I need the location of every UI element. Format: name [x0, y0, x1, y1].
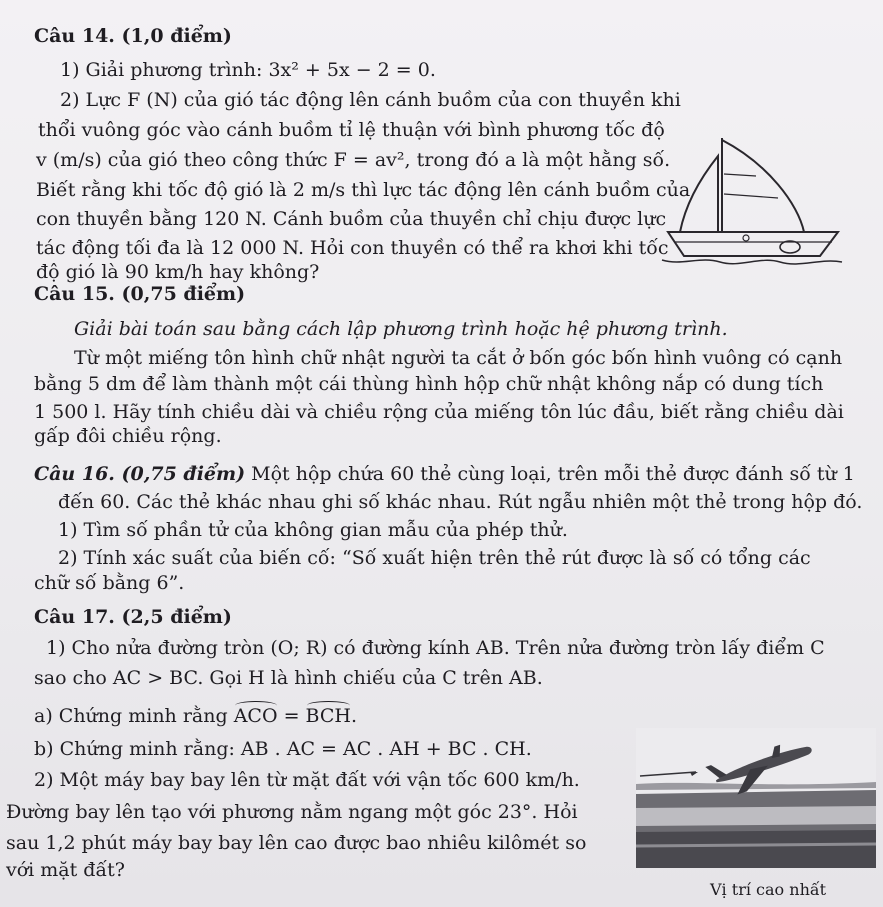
angle-bch: BCH	[305, 705, 351, 727]
q14-part1: 1) Giải phương trình: 3x² + 5x − 2 = 0.	[60, 59, 436, 81]
q16-body-line1: đến 60. Các thẻ khác nhau ghi số khác nhau. Rút ngẫu nhiên một thẻ trong hộp đó.	[58, 491, 863, 513]
q14-p2-line1: 2) Lực F (N) của gió tác động lên cánh buồm của con thuyền khi	[60, 89, 681, 111]
q17-part1-cont: sao cho AC > BC. Gọi H là hình chiếu của C trên AB.	[34, 667, 543, 689]
q17-b: b) Chứng minh rằng: AB . AC = AC . AH + BC . CH.	[34, 738, 532, 760]
q17-p2-line2: Đường bay lên tạo với phương nằm ngang một góc 23°. Hỏi	[6, 801, 578, 823]
airplane-figure	[636, 728, 876, 868]
q17-p2-line3: sau 1,2 phút máy bay bay lên cao được bao nhiêu kilômét so	[6, 832, 587, 854]
q15-title: Câu 15. (0,75 điểm)	[34, 283, 246, 305]
angle-aco: ACO	[233, 705, 278, 727]
q15-body-line1: Từ một miếng tôn hình chữ nhật người ta cắt ở bốn góc bốn hình vuông có cạnh	[74, 347, 843, 369]
q17-a-prefix: a) Chứng minh rằng	[34, 705, 234, 727]
q15-body-line2: bằng 5 dm để làm thành một cái thùng hình hộp chữ nhật không nắp có dung tích	[34, 373, 824, 395]
q14-p2-line5: con thuyền bằng 120 N. Cánh buồm của thuyền chỉ chịu được lực	[36, 208, 667, 230]
q14-p2-line2: thổi vuông góc vào cánh buồm tỉ lệ thuận với bình phương tốc độ	[38, 119, 665, 141]
q17-p2-line4: với mặt đất?	[6, 859, 125, 881]
q15-body-line4: gấp đôi chiều rộng.	[34, 425, 222, 447]
q17-a	[34, 704, 357, 728]
q16-body-line4: chữ số bằng 6”.	[34, 572, 185, 594]
q17-a-eq: =	[277, 705, 306, 727]
q16-title: Câu 16. (0,75 điểm)	[34, 463, 246, 485]
q15-intro: Giải bài toán sau bằng cách lập phương trình hoặc hệ phương trình.	[74, 318, 728, 340]
q16-intro: Một hộp chứa 60 thẻ cùng loại, trên mỗi thẻ được đánh số từ 1	[245, 463, 855, 485]
q15-body-line3: 1 500 l. Hãy tính chiều dài và chiều rộng của miếng tôn lúc đầu, biết rằng chiều dài	[34, 401, 844, 423]
q14-p2-line6: tác động tối đa là 12 000 N. Hỏi con thuyền có thể ra khơi khi tốc	[36, 237, 669, 259]
q14-title: Câu 14. (1,0 điểm)	[34, 25, 232, 47]
figure-caption: Vị trí cao nhất	[710, 880, 827, 899]
q17-a-end: .	[350, 705, 357, 727]
q16-body-line3: 2) Tính xác suất của biến cố: “Số xuất hiện trên thẻ rút được là số có tổng các	[58, 547, 811, 569]
sailboat-figure	[660, 132, 860, 282]
q17-part1: 1) Cho nửa đường tròn (O; R) có đường kính AB. Trên nửa đường tròn lấy điểm C	[46, 637, 825, 659]
q17-title: Câu 17. (2,5 điểm)	[34, 606, 232, 628]
q14-p2-line4: Biết rằng khi tốc độ gió là 2 m/s thì lực tác động lên cánh buồm của	[36, 179, 691, 201]
q14-p2-line7: độ gió là 90 km/h hay không?	[36, 261, 320, 283]
q14-p2-line3: v (m/s) của gió theo công thức F = av², trong đó a là một hằng số.	[36, 149, 671, 171]
q17-p2-line1: 2) Một máy bay bay lên từ mặt đất với vận tốc 600 km/h.	[34, 769, 580, 791]
q16-body-line2: 1) Tìm số phần tử của không gian mẫu của phép thử.	[58, 519, 568, 541]
q16-heading	[34, 462, 855, 486]
